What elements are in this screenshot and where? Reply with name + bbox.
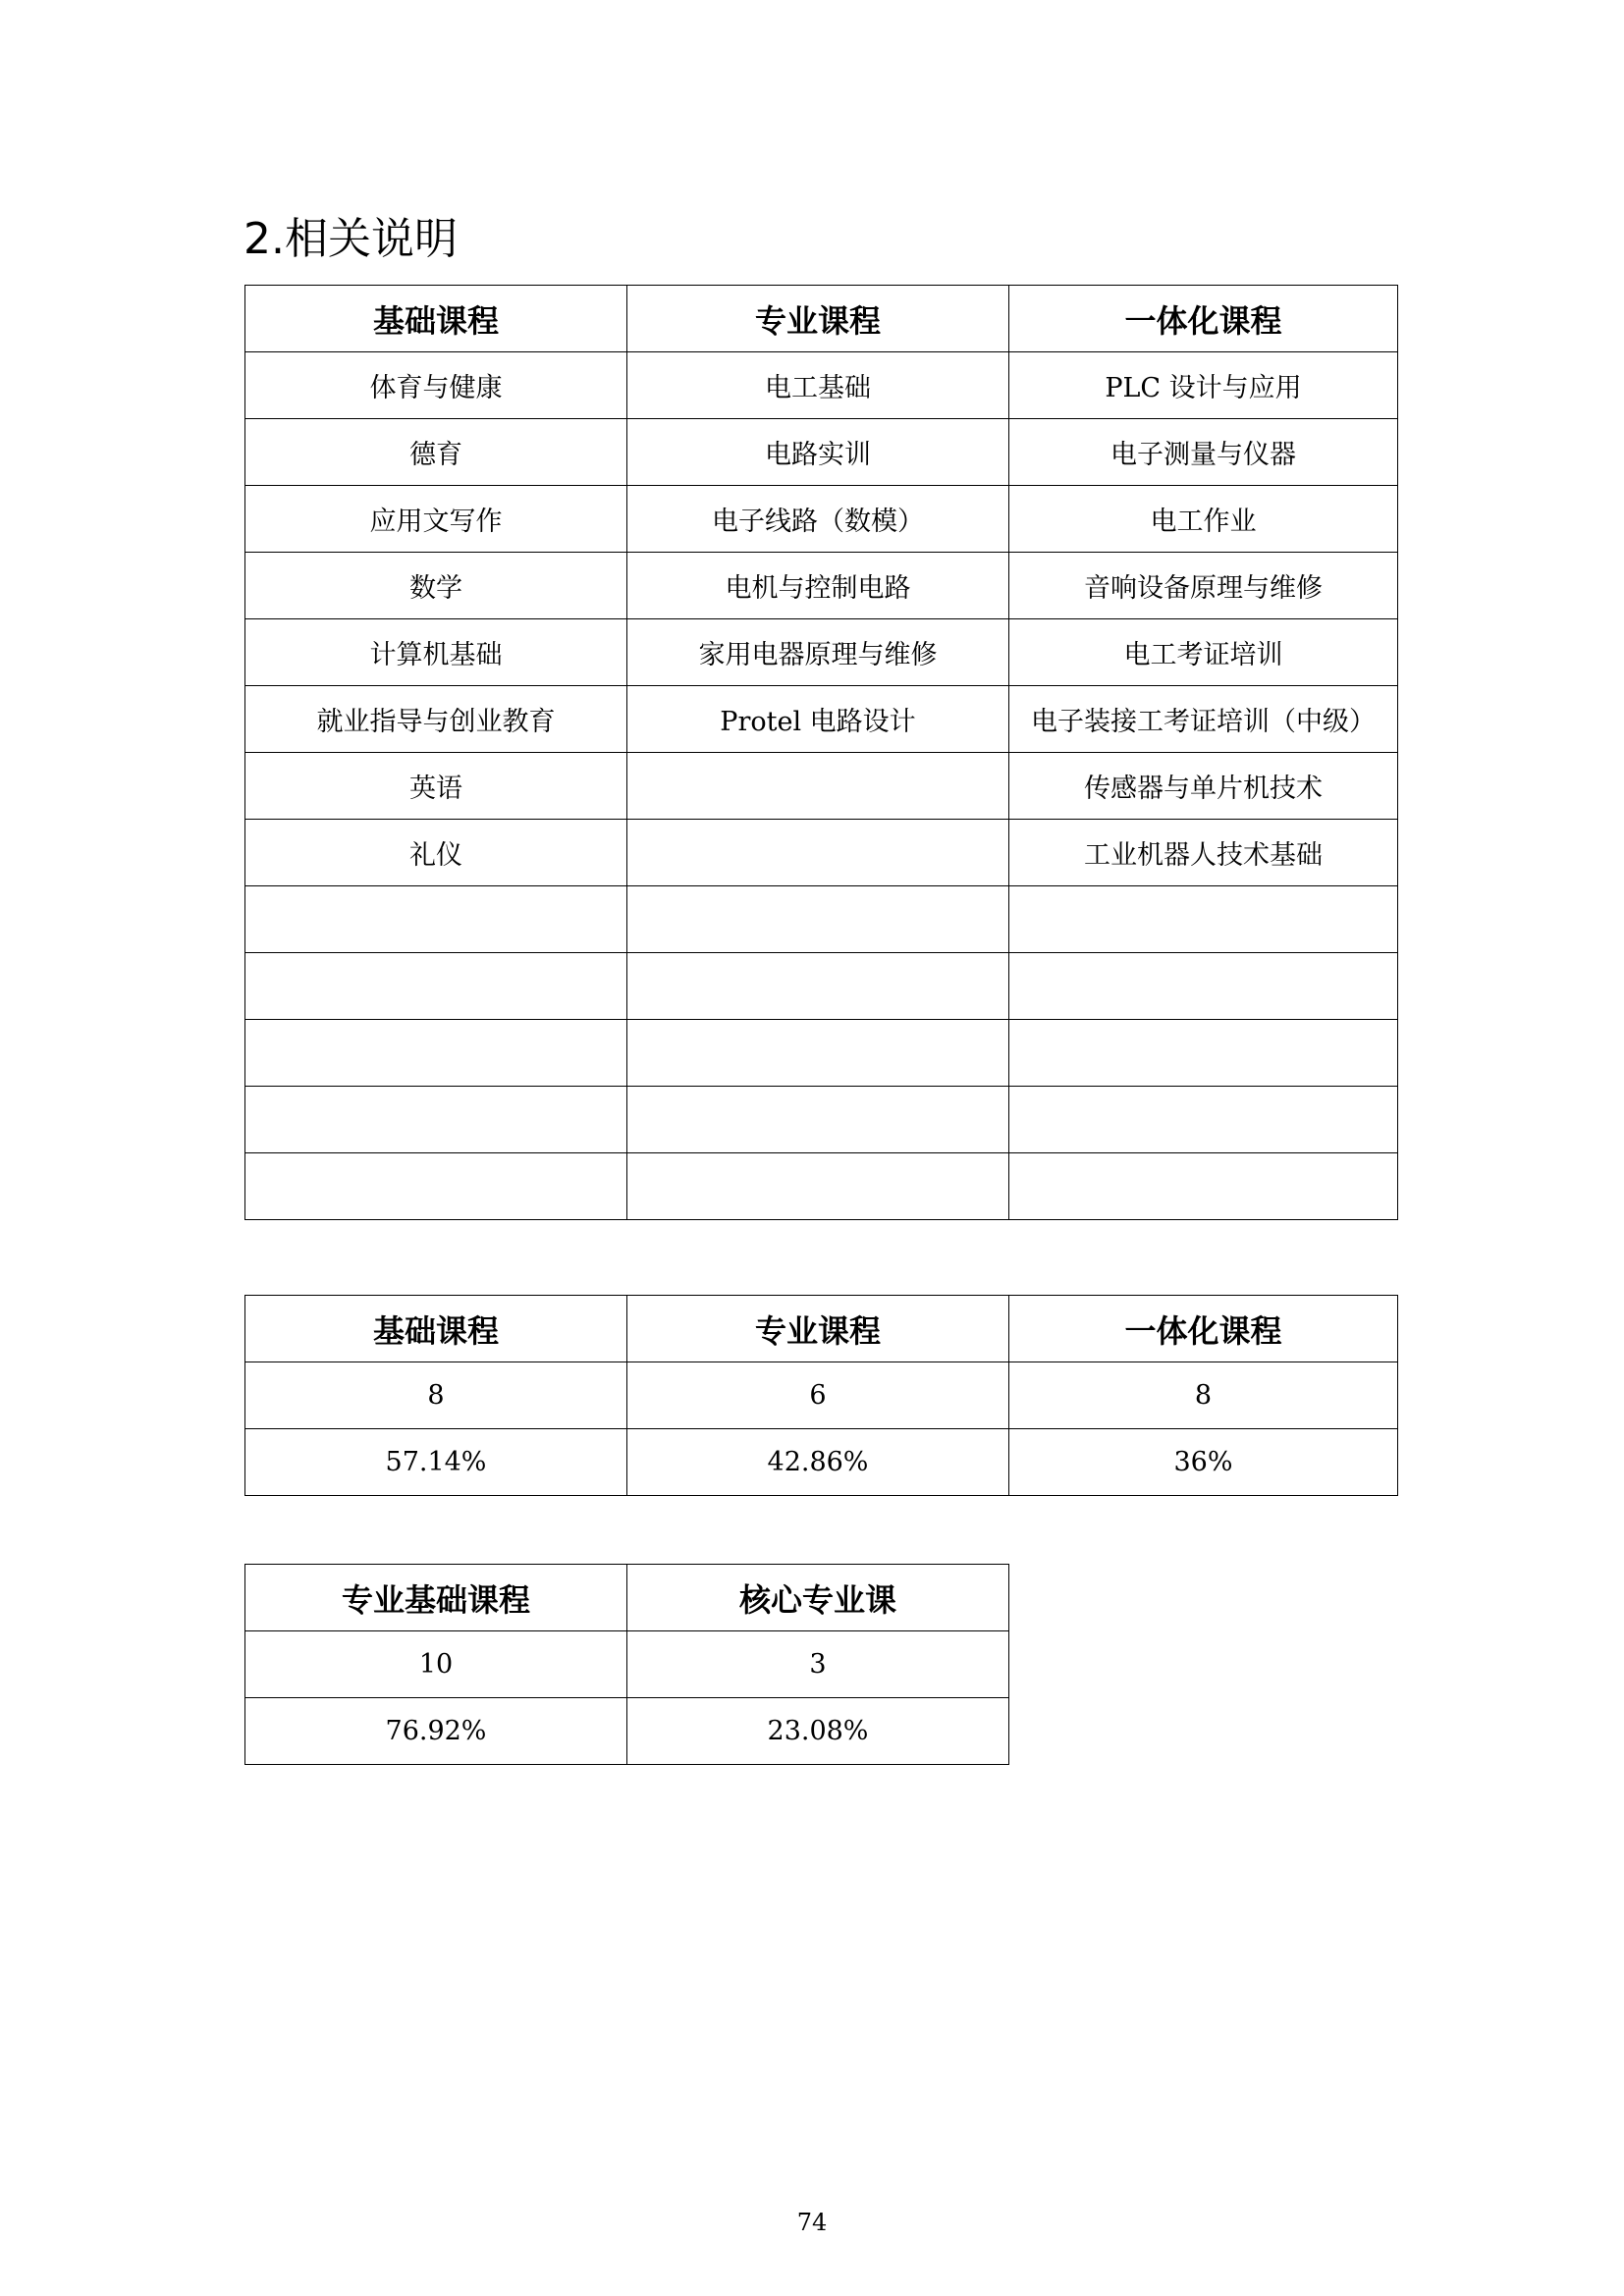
table-cell: 应用文写作 bbox=[245, 486, 627, 553]
table-cell: 57.14% bbox=[245, 1429, 627, 1496]
header-basic-courses: 基础课程 bbox=[245, 1296, 627, 1362]
course-category-table bbox=[244, 285, 1398, 1220]
table-cell: 23.08% bbox=[627, 1698, 1009, 1765]
table-cell: 电工作业 bbox=[1009, 486, 1398, 553]
table-cell bbox=[627, 820, 1009, 886]
table-row bbox=[245, 352, 1398, 419]
table-cell: 8 bbox=[1009, 1362, 1398, 1429]
table-cell: 8 bbox=[245, 1362, 627, 1429]
course-count-table bbox=[244, 1295, 1398, 1496]
table-row bbox=[245, 686, 1398, 753]
table-cell: 德育 bbox=[245, 419, 627, 486]
table-header-row bbox=[245, 1296, 1398, 1362]
table-cell bbox=[627, 1020, 1009, 1087]
header-core-professional-courses: 核心专业课 bbox=[627, 1565, 1009, 1631]
table-cell: 就业指导与创业教育 bbox=[245, 686, 627, 753]
header-professional-basic-courses: 专业基础课程 bbox=[245, 1565, 627, 1631]
table-cell: 传感器与单片机技术 bbox=[1009, 753, 1398, 820]
table-row bbox=[245, 419, 1398, 486]
header-basic-courses: 基础课程 bbox=[245, 286, 627, 352]
table-cell: 家用电器原理与维修 bbox=[627, 619, 1009, 686]
table-cell: 电工考证培训 bbox=[1009, 619, 1398, 686]
table-row bbox=[245, 1698, 1009, 1765]
table-row bbox=[245, 886, 1398, 953]
table-cell bbox=[1009, 886, 1398, 953]
table-cell: 音响设备原理与维修 bbox=[1009, 553, 1398, 619]
table-row bbox=[245, 753, 1398, 820]
header-integrated-courses: 一体化课程 bbox=[1009, 286, 1398, 352]
table-cell: Protel 电路设计 bbox=[627, 686, 1009, 753]
table-cell: 英语 bbox=[245, 753, 627, 820]
table-cell: 礼仪 bbox=[245, 820, 627, 886]
table-row bbox=[245, 1429, 1398, 1496]
table-cell: 10 bbox=[245, 1631, 627, 1698]
table-cell bbox=[245, 1153, 627, 1220]
table-cell bbox=[1009, 1020, 1398, 1087]
header-integrated-courses: 一体化课程 bbox=[1009, 1296, 1398, 1362]
core-course-table bbox=[244, 1564, 1009, 1765]
table-cell bbox=[1009, 1087, 1398, 1153]
table-cell bbox=[245, 1087, 627, 1153]
table-cell: 体育与健康 bbox=[245, 352, 627, 419]
table-cell: 42.86% bbox=[627, 1429, 1009, 1496]
table-cell: 工业机器人技术基础 bbox=[1009, 820, 1398, 886]
page-number: 74 bbox=[796, 2209, 828, 2236]
table-cell: PLC 设计与应用 bbox=[1009, 352, 1398, 419]
table-row bbox=[245, 1020, 1398, 1087]
table-cell bbox=[1009, 953, 1398, 1020]
table-row bbox=[245, 1631, 1009, 1698]
table-cell: 电子装接工考证培训（中级） bbox=[1009, 686, 1398, 753]
table-row bbox=[245, 619, 1398, 686]
table-row bbox=[245, 1362, 1398, 1429]
table-cell: 电路实训 bbox=[627, 419, 1009, 486]
table-row bbox=[245, 820, 1398, 886]
table-cell bbox=[627, 753, 1009, 820]
table-cell bbox=[627, 953, 1009, 1020]
table-row bbox=[245, 1153, 1398, 1220]
header-professional-courses: 专业课程 bbox=[627, 286, 1009, 352]
table-cell: 3 bbox=[627, 1631, 1009, 1698]
table-cell: 计算机基础 bbox=[245, 619, 627, 686]
table-cell bbox=[1009, 1153, 1398, 1220]
table-cell bbox=[627, 1153, 1009, 1220]
table-cell bbox=[245, 886, 627, 953]
table-cell: 电工基础 bbox=[627, 352, 1009, 419]
table-cell: 数学 bbox=[245, 553, 627, 619]
table-header-row bbox=[245, 1565, 1009, 1631]
table-cell: 电子线路（数模） bbox=[627, 486, 1009, 553]
table-cell bbox=[627, 886, 1009, 953]
table-cell: 电子测量与仪器 bbox=[1009, 419, 1398, 486]
header-professional-courses: 专业课程 bbox=[627, 1296, 1009, 1362]
table-cell: 电机与控制电路 bbox=[627, 553, 1009, 619]
table-cell bbox=[627, 1087, 1009, 1153]
table-cell: 76.92% bbox=[245, 1698, 627, 1765]
table-cell: 36% bbox=[1009, 1429, 1398, 1496]
table-row bbox=[245, 953, 1398, 1020]
table-cell bbox=[245, 953, 627, 1020]
table-cell: 6 bbox=[627, 1362, 1009, 1429]
table-row bbox=[245, 553, 1398, 619]
table-row bbox=[245, 486, 1398, 553]
table-row bbox=[245, 1087, 1398, 1153]
table-header-row bbox=[245, 286, 1398, 352]
table-cell bbox=[245, 1020, 627, 1087]
section-title: 2.相关说明 bbox=[244, 214, 458, 264]
